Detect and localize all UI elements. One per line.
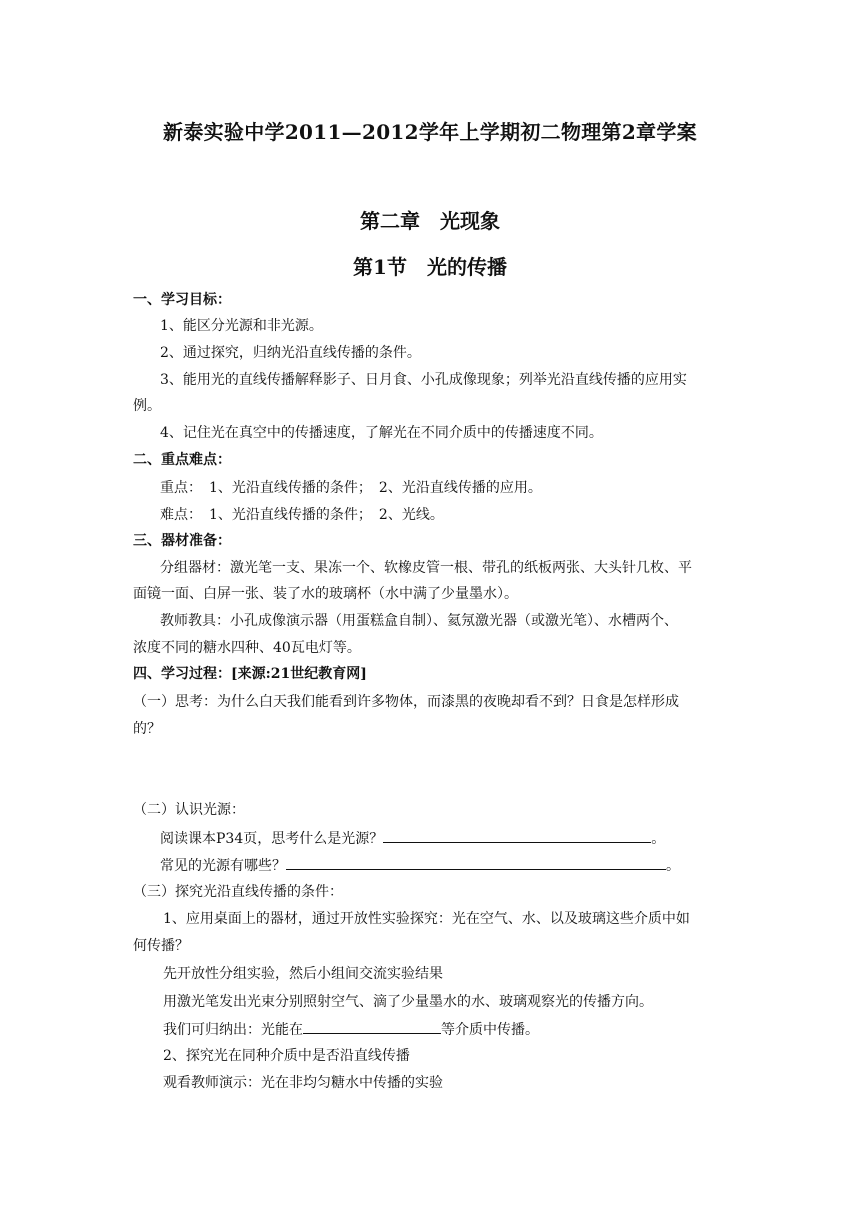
goal-item: 1、能区分光源和非光源。 xyxy=(160,318,323,334)
conclusion-line xyxy=(163,1019,539,1040)
question-text: 阅读课本P34页，思考什么是光源？ xyxy=(160,831,384,847)
light-source-title: （二）认识光源： xyxy=(133,802,245,818)
conclusion-text: 我们可归纳出：光能在 xyxy=(163,1022,303,1038)
key-point: 重点： 1、光沿直线传播的条件； 2、光沿直线传播的应用。 xyxy=(160,480,542,496)
explore-step: 2、探究光在同种介质中是否沿直线传播 xyxy=(163,1048,410,1064)
light-source-question xyxy=(160,828,665,849)
section-title: 第1节 光的传播 xyxy=(353,255,507,279)
group-materials: 分组器材：激光笔一支、果冻一个、软橡皮管一根、带孔的纸板两张、大头针几枚、平 xyxy=(160,560,692,576)
answer-blank[interactable] xyxy=(383,828,651,843)
explore-note: 先开放性分组实验，然后小组间交流实验结果 xyxy=(163,966,443,982)
goal-item-continued: 例。 xyxy=(133,398,161,414)
group-materials-continued: 面镜一面、白屏一张、装了水的玻璃杯（水中满了少量墨水）。 xyxy=(133,586,518,602)
question-end: 。 xyxy=(666,858,680,874)
teacher-materials-continued: 浓度不同的糖水四种、40瓦电灯等。 xyxy=(133,640,361,656)
explore-step: 1、应用桌面上的器材，通过开放性实验探究：光在空气、水、以及玻璃这些介质中如 xyxy=(163,911,690,927)
key-points-heading: 二、重点难点： xyxy=(133,452,231,468)
question-text: 常见的光源有哪些？ xyxy=(160,858,286,874)
materials-heading: 三、器材准备： xyxy=(133,533,231,549)
conclusion-text: 等介质中传播。 xyxy=(441,1022,539,1038)
think-question-continued: 的？ xyxy=(133,721,161,737)
question-end: 。 xyxy=(651,831,666,847)
think-question: （一）思考：为什么白天我们能看到许多物体，而漆黑的夜晚却看不到？日食是怎样形成 xyxy=(133,694,679,710)
learning-process-heading: 四、学习过程：[来源:21世纪教育网] xyxy=(133,666,367,682)
answer-blank[interactable] xyxy=(303,1019,441,1034)
explore-note: 用激光笔发出光束分别照射空气、滴了少量墨水的水、玻璃观察光的传播方向。 xyxy=(163,994,653,1010)
goal-item: 4、记住光在真空中的传播速度，了解光在不同介质中的传播速度不同。 xyxy=(160,425,603,441)
explore-step-continued: 何传播？ xyxy=(133,938,189,954)
learning-goals-heading: 一、学习目标： xyxy=(133,292,231,308)
goal-item: 3、能用光的直线传播解释影子、日月食、小孔成像现象；列举光沿直线传播的应用实 xyxy=(160,372,687,388)
teacher-materials: 教师教具：小孔成像演示器（用蛋糕盒自制）、氦氖激光器（或激光笔）、水槽两个、 xyxy=(160,613,678,629)
goal-item: 2、通过探究，归纳光沿直线传播的条件。 xyxy=(160,345,421,361)
explore-note: 观看教师演示：光在非均匀糖水中传播的实验 xyxy=(163,1075,443,1091)
difficult-point: 难点： 1、光沿直线传播的条件； 2、光线。 xyxy=(160,507,444,523)
explore-title: （三）探究光沿直线传播的条件： xyxy=(133,884,343,900)
common-sources-question xyxy=(160,855,680,876)
chapter-title: 第二章 光现象 xyxy=(360,209,500,233)
document-title: 新泰实验中学2011—2012学年上学期初二物理第2章学案 xyxy=(163,120,697,144)
answer-blank[interactable] xyxy=(286,855,666,870)
